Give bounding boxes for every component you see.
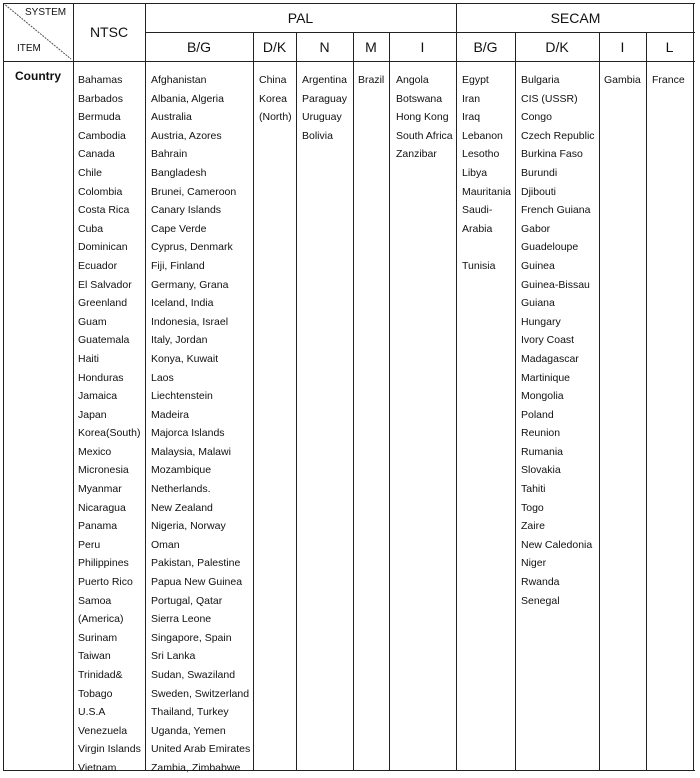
- country-item: Brunei, Cameroon: [151, 185, 237, 198]
- ntsc-header: NTSC: [89, 24, 129, 40]
- country-item: Burkina Faso: [521, 148, 583, 161]
- country-item: French Guiana: [521, 204, 591, 217]
- country-item: Surinam: [78, 631, 118, 644]
- country-item: Indonesia, Israel: [151, 315, 229, 328]
- country-item: Portugal, Qatar: [151, 594, 223, 607]
- country-item: Czech Republic: [521, 129, 595, 142]
- country-item: Samoa: [78, 594, 112, 607]
- country-item: Madeira: [151, 408, 189, 421]
- country-item: Arabia: [462, 222, 493, 235]
- country-item: Zaire: [521, 520, 545, 533]
- country-item: Uruguay: [302, 111, 342, 124]
- country-item: New Zealand: [151, 501, 213, 514]
- country-item: Germany, Grana: [151, 278, 229, 291]
- divider-ntsc: [73, 3, 74, 771]
- country-item: Lebanon: [462, 129, 503, 142]
- country-item: Togo: [521, 501, 544, 514]
- divider-pal: [145, 3, 146, 771]
- country-item: Mexico: [78, 445, 112, 458]
- country-item: Cambodia: [78, 129, 126, 142]
- secam-dk-country-list: [521, 71, 595, 610]
- country-item: El Salvador: [78, 278, 132, 291]
- country-item: Sudan, Swaziland: [151, 669, 236, 681]
- country-item: Burundi: [521, 166, 558, 179]
- country-item: Vietnam: [78, 761, 117, 774]
- country-item: Tunisia: [462, 259, 496, 272]
- secam-i-header: I: [620, 39, 625, 55]
- country-item: Cape Verde: [151, 222, 207, 235]
- country-item: Poland: [521, 408, 554, 421]
- country-item: Greenland: [78, 297, 128, 310]
- country-item: Bulgaria: [521, 74, 560, 86]
- country-item: Puerto Rico: [78, 576, 133, 589]
- country-item: Paraguay: [302, 92, 347, 105]
- country-item: Gabor: [521, 222, 551, 235]
- country-item: Liechtenstein: [151, 390, 213, 403]
- secam-l-country-list: [652, 71, 685, 90]
- country-item: Martinique: [521, 371, 571, 384]
- country-item: Nigeria, Norway: [151, 520, 226, 533]
- country-item: Malaysia, Malawi: [151, 445, 231, 458]
- country-item: Madagascar: [521, 352, 579, 365]
- country-item: (North): [259, 111, 292, 124]
- country-item: Australia: [151, 111, 192, 124]
- country-item: Ivory Coast: [521, 334, 575, 347]
- country-item: Korea: [259, 92, 288, 105]
- pal-i-header: I: [420, 39, 425, 55]
- pal-n-country-list: [302, 71, 347, 145]
- secam-bg-country-list: [462, 71, 511, 276]
- country-item: China: [259, 74, 287, 86]
- country-item: Austria, Azores: [151, 129, 222, 142]
- subheader-divider: [145, 32, 695, 33]
- country-item: Panama: [78, 520, 118, 533]
- divider-pal-m: [353, 32, 354, 771]
- country-item: Lesotho: [462, 148, 500, 161]
- country-item: U.S.A: [78, 706, 106, 719]
- country-item: Angola: [396, 74, 429, 86]
- divider-pal-n: [296, 32, 297, 771]
- country-item: Saudi-: [462, 204, 493, 217]
- country-item: Tobago: [78, 687, 113, 700]
- country-item: Zambia, Zimbabwe: [151, 761, 241, 774]
- country-row-label: Country: [15, 69, 61, 83]
- secam-dk-header: D/K: [545, 39, 569, 55]
- country-item: Reunion: [521, 427, 561, 440]
- country-item: France: [652, 74, 685, 86]
- country-item: South Africa: [396, 129, 453, 142]
- country-item: Sweden, Switzerland: [151, 687, 250, 700]
- country-item: Canada: [78, 148, 115, 161]
- country-item: Egypt: [462, 74, 489, 86]
- country-item: Sierra Leone: [151, 613, 212, 626]
- country-item: Oman: [151, 538, 180, 551]
- secam-i-country-list: [604, 71, 641, 90]
- border-top: [3, 3, 695, 4]
- secam-bg-header: B/G: [473, 39, 498, 55]
- country-item: Iran: [462, 92, 481, 105]
- country-item: Thailand, Turkey: [151, 706, 229, 719]
- country-item: [462, 238, 511, 257]
- country-item: Iraq: [462, 111, 481, 124]
- country-item: Canary Islands: [151, 204, 222, 217]
- country-item: Italy, Jordan: [151, 334, 208, 347]
- country-item: Gambia: [604, 74, 641, 86]
- country-item: Niger: [521, 557, 547, 570]
- country-item: Slovakia: [521, 464, 561, 477]
- country-item: Japan: [78, 408, 107, 421]
- header-divider: [3, 61, 695, 62]
- country-item: Korea(South): [78, 427, 141, 440]
- country-item: Senegal: [521, 594, 560, 607]
- country-item: Djibouti: [521, 185, 557, 198]
- pal-m-header: M: [365, 39, 377, 55]
- country-item: Peru: [78, 538, 101, 551]
- country-item: Virgin Islands: [78, 743, 141, 756]
- country-item: Afghanistan: [151, 74, 207, 86]
- country-item: Rumania: [521, 445, 564, 458]
- country-item: Honduras: [78, 371, 124, 384]
- country-item: Taiwan: [78, 650, 111, 663]
- country-item: Konya, Kuwait: [151, 352, 219, 365]
- country-item: Trinidad&: [78, 669, 123, 681]
- country-item: Uganda, Yemen: [151, 724, 226, 737]
- country-item: Fiji, Finland: [151, 259, 205, 272]
- country-item: Bahamas: [78, 74, 123, 86]
- country-item: United Arab Emirates: [151, 743, 251, 756]
- country-item: Sri Lanka: [151, 650, 196, 663]
- pal-dk-country-list: [259, 71, 292, 127]
- country-item: CIS (USSR): [521, 92, 578, 105]
- divider-secam: [456, 3, 457, 771]
- country-item: Singapore, Spain: [151, 631, 232, 644]
- country-item: Mongolia: [521, 390, 564, 403]
- system-label: SYSTEM: [25, 7, 67, 18]
- country-item: Laos: [151, 371, 174, 384]
- country-item: Guatemala: [78, 334, 130, 347]
- country-item: Chile: [78, 166, 102, 179]
- country-item: Hong Kong: [396, 111, 449, 124]
- country-item: Costa Rica: [78, 204, 130, 217]
- country-item: Bolivia: [302, 129, 333, 142]
- country-item: (America): [78, 613, 124, 626]
- border-left: [3, 3, 4, 771]
- country-item: Hungary: [521, 315, 561, 328]
- country-item: Venezuela: [78, 724, 128, 737]
- country-item: Mauritania: [462, 185, 512, 198]
- item-label: ITEM: [17, 43, 41, 54]
- pal-header: PAL: [287, 10, 314, 26]
- country-item: Nicaragua: [78, 501, 126, 514]
- country-item: Bahrain: [151, 148, 188, 161]
- ntsc-country-list: [78, 71, 141, 778]
- country-item: Papua New Guinea: [151, 576, 243, 589]
- country-item: Colombia: [78, 185, 123, 198]
- country-item: Micronesia: [78, 464, 129, 477]
- pal-m-country-list: [358, 71, 384, 90]
- pal-dk-header: D/K: [262, 39, 287, 55]
- country-item: Mozambique: [151, 464, 212, 477]
- country-item: Botswana: [396, 92, 443, 105]
- country-item: Guinea: [521, 259, 555, 272]
- pal-i-country-list: [396, 71, 453, 164]
- country-item: Philippines: [78, 557, 129, 570]
- country-item: Albania, Algeria: [151, 92, 224, 105]
- country-item: Cyprus, Denmark: [151, 241, 233, 254]
- country-item: Netherlands.: [151, 483, 211, 496]
- pal-n-header: N: [319, 39, 330, 55]
- divider-secam-i: [599, 32, 600, 771]
- pal-bg-country-list: [151, 71, 250, 778]
- divider-pal-dk: [253, 32, 254, 771]
- country-item: Argentina: [302, 74, 347, 86]
- country-item: New Caledonia: [521, 538, 593, 551]
- country-item: Bangladesh: [151, 166, 207, 179]
- border-right: [693, 3, 694, 771]
- country-item: Ecuador: [78, 259, 118, 272]
- country-item: Guinea-Bissau: [521, 278, 590, 291]
- country-item: Dominican: [78, 241, 128, 254]
- country-item: Haiti: [78, 352, 100, 365]
- country-item: Myanmar: [78, 483, 122, 496]
- divider-secam-l: [646, 32, 647, 771]
- country-item: Jamaica: [78, 390, 118, 403]
- pal-bg-header: B/G: [186, 39, 212, 55]
- country-item: Guiana: [521, 297, 555, 310]
- country-item: Barbados: [78, 92, 123, 105]
- divider-pal-i: [389, 32, 390, 771]
- country-item: Iceland, India: [151, 297, 214, 310]
- country-item: Bermuda: [78, 111, 121, 124]
- country-item: Congo: [521, 111, 552, 124]
- country-item: Tahiti: [521, 483, 546, 496]
- tv-system-table: [3, 3, 695, 774]
- country-item: Guam: [78, 315, 107, 328]
- country-item: Guadeloupe: [521, 241, 579, 254]
- country-item: Pakistan, Palestine: [151, 557, 241, 570]
- country-item: Cuba: [78, 222, 104, 235]
- country-item: Libya: [462, 166, 488, 179]
- country-item: Brazil: [358, 74, 385, 86]
- divider-secam-dk: [515, 32, 516, 771]
- country-item: Zanzibar: [396, 148, 437, 161]
- country-item: Rwanda: [521, 576, 560, 589]
- secam-header: SECAM: [550, 10, 601, 26]
- secam-l-header: L: [665, 39, 674, 55]
- country-item: Majorca Islands: [151, 427, 225, 440]
